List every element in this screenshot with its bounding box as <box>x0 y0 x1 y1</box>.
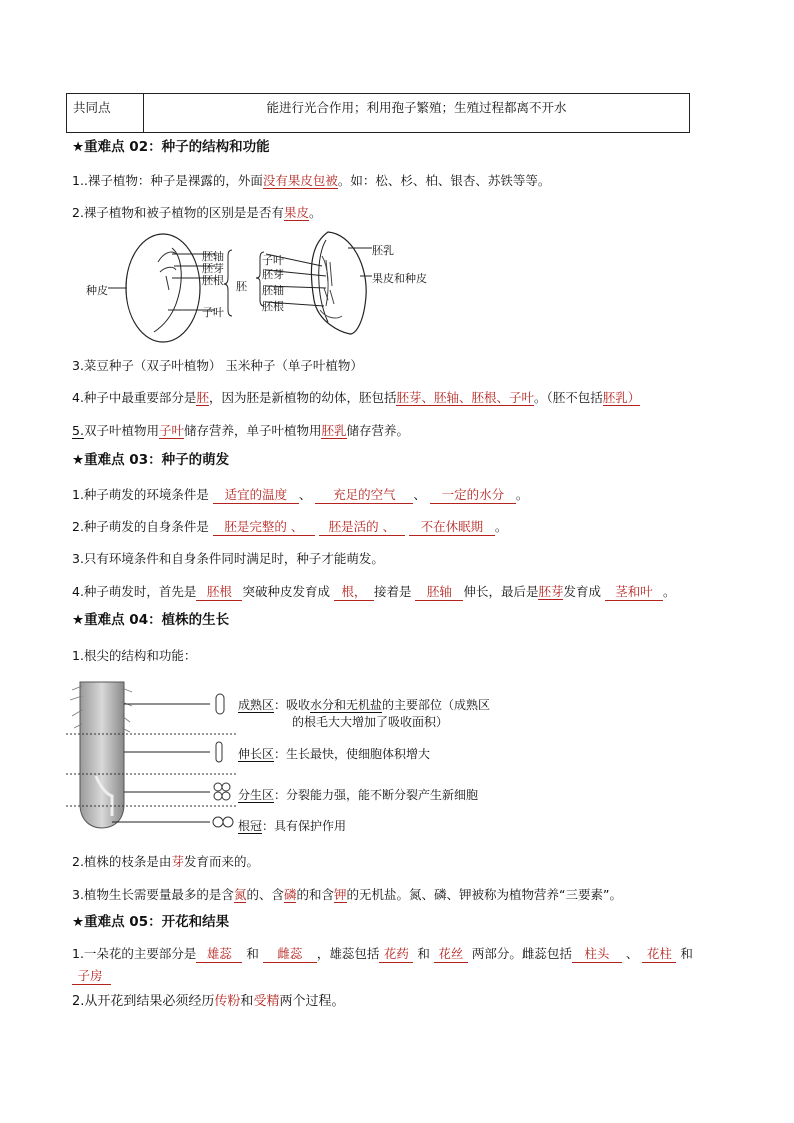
sec05-line-1b <box>72 966 111 985</box>
answer-blank: 花柱 <box>642 944 676 963</box>
root-tip-diagram <box>66 676 236 836</box>
text: 2.从开花到结果必须经历 <box>72 994 215 1009</box>
answer-blank: 胚是活的 、 <box>319 517 405 536</box>
text: 的主要部位（成熟区 <box>382 698 491 712</box>
section-05-heading: ★重难点 05：开花和结果 <box>72 914 230 930</box>
text: 发育而来的。 <box>183 854 259 869</box>
text: 3.植物生长需要量最多的是含 <box>72 887 234 902</box>
answer-blank: 子房 <box>72 966 111 985</box>
text: 、 <box>298 487 312 502</box>
answer-blank: 雌蕊 <box>263 944 317 963</box>
bean-label-pei: 胚 <box>236 280 247 293</box>
text: 伸长，最后是 <box>463 584 539 599</box>
answer: 胚乳 <box>321 423 347 438</box>
text: 4.种子中最重要部分是 <box>72 390 197 405</box>
text: ：分裂能力强，能不断分裂产生新细胞 <box>274 788 479 802</box>
text: ：吸收 <box>274 698 311 712</box>
answer-blank: 一定的水分 <box>430 485 516 504</box>
zone-name: 伸长区 <box>238 747 275 761</box>
text: 。 <box>662 584 676 599</box>
answer: 胚芽、胚轴、胚根、子叶 <box>396 390 534 405</box>
answer-blank: 不在休眠期 <box>409 517 495 536</box>
text: 的、含 <box>246 887 284 902</box>
text: ：生长最快，使细胞体积增大 <box>274 747 431 761</box>
text: 4.种子萌发时，首先是 <box>72 584 197 599</box>
answer-blank: 适宜的温度 <box>213 485 299 504</box>
zone-meristem <box>238 786 478 803</box>
corn-label-ziye: 子叶 <box>262 254 284 267</box>
text: 。 <box>308 205 322 220</box>
answer-blank: 胚轴 <box>415 582 463 601</box>
text: 。 <box>494 519 508 534</box>
sec04-line-2 <box>72 852 259 870</box>
sec03-line-2 <box>72 517 507 536</box>
section-03-heading: ★重难点 03：种子的萌发 <box>72 452 230 468</box>
answer: 氮 <box>233 887 247 902</box>
sec02-line-1 <box>72 171 550 189</box>
answer: 传粉 <box>214 994 241 1009</box>
answer-blank: 胚是完整的 、 <box>213 517 315 536</box>
text: 储存营养，单子叶植物用 <box>183 423 322 438</box>
text: ，雄蕊包括 <box>316 946 380 961</box>
text: 双子叶植物用 <box>83 423 159 438</box>
text: 、 <box>413 487 426 502</box>
text: 两个过程。 <box>279 994 345 1009</box>
sec05-line-2 <box>72 990 344 1009</box>
zone-name: 分生区 <box>238 788 275 802</box>
corn-label-peiya: 胚芽 <box>262 268 284 281</box>
text: 。（胚不包括 <box>533 390 603 405</box>
bean-label-ziye: 子叶 <box>202 306 224 319</box>
answer: 钾 <box>334 887 347 902</box>
answer: 芽 <box>171 854 184 869</box>
corn-label-peigen: 胚根 <box>262 300 284 313</box>
text: 2.种子萌发的自身条件是 <box>72 519 209 534</box>
bean-label-zhongpi: 种皮 <box>86 284 108 297</box>
answer-blank: 雄蕊 <box>196 944 242 963</box>
text: 1..裸子植物：种子是裸露的，外面 <box>72 173 263 188</box>
text: 。 <box>515 487 529 502</box>
text: 发育成 <box>563 584 601 599</box>
section-04-heading: ★重难点 04：植株的生长 <box>72 612 230 628</box>
answer: 果皮 <box>283 205 309 220</box>
bean-label-peiya: 胚芽 <box>202 262 224 275</box>
text: 5. <box>72 423 84 438</box>
text: 、 <box>625 946 639 961</box>
answer: 受精 <box>253 994 280 1009</box>
zone-name: 成熟区 <box>238 698 275 712</box>
answer: 胚 <box>196 390 209 405</box>
corn-label-peiru: 胚乳 <box>372 244 394 257</box>
zone-name: 根冠 <box>238 819 263 833</box>
text: 1.种子萌发的环境条件是 <box>72 487 209 502</box>
sec02-line-3: 3.菜豆种子（双子叶植物） 玉米种子（单子叶植物） <box>72 358 363 373</box>
answer-blank: 花药 <box>379 944 413 963</box>
bean-label-peizhou: 胚轴 <box>202 250 224 263</box>
zone-mature-line-2: 的根毛大大增加了吸收面积） <box>292 715 449 729</box>
table-content-cell: 能进行光合作用；利用孢子繁殖；生殖过程都离不开水 <box>144 94 690 133</box>
text: 和 <box>680 946 693 961</box>
text: 1.一朵花的主要部分是 <box>72 946 197 961</box>
text: 2.裸子植物和被子植物的区别是是否有 <box>72 205 284 220</box>
text: 2.植株的枝条是由 <box>72 854 172 869</box>
text: 的和含 <box>296 887 334 902</box>
sec04-line-1: 1.根尖的结构和功能： <box>72 648 197 663</box>
answer: 磷 <box>283 887 297 902</box>
sec02-line-2 <box>72 203 321 221</box>
text: 和 <box>240 994 254 1009</box>
sec04-line-3 <box>72 885 622 903</box>
sec03-line-3: 3.只有环境条件和自身条件同时满足时，种子才能萌发。 <box>72 551 384 566</box>
answer: 胚乳） <box>602 390 641 405</box>
corn-label-peizhou: 胚轴 <box>262 284 284 297</box>
text: 储存营养。 <box>346 423 410 438</box>
sec03-line-1 <box>72 485 528 504</box>
zone-mature-line-1 <box>238 696 490 713</box>
sec02-line-5 <box>72 421 409 439</box>
zone-root-cap <box>238 817 346 834</box>
answer-blank: 茎和叶 <box>605 582 663 601</box>
bean-label-peigen: 胚根 <box>202 274 224 287</box>
answer: 胚芽 <box>538 584 564 599</box>
comparison-table <box>66 93 690 133</box>
section-02-heading: ★重难点 02：种子的结构和功能 <box>72 139 270 155</box>
text: 的无机盐。氮、磷、钾被称为植物营养“三要素”。 <box>346 887 622 902</box>
text: 突破种皮发育成 <box>242 584 330 599</box>
text: 接着是 <box>373 584 412 599</box>
zone-elongation <box>238 745 430 762</box>
answer: 子叶 <box>158 423 184 438</box>
text: 。如：松、杉、柏、银杏、苏铁等等。 <box>337 173 551 188</box>
answer-blank: 花丝 <box>434 944 468 963</box>
corn-label-guopi: 果皮和种皮 <box>372 272 427 285</box>
sec02-line-4 <box>72 388 640 406</box>
text: ：具有保护作用 <box>262 819 347 833</box>
text: 和 <box>246 946 259 961</box>
answer: 没有果皮包被 <box>262 173 338 188</box>
text: ，因为胚是新植物的幼体，胚包括 <box>208 390 397 405</box>
table-label-cell: 共同点 <box>67 94 144 133</box>
text: 两部分。雌蕊包括 <box>471 946 572 961</box>
sec05-line-1 <box>72 944 693 963</box>
answer-blank: 根， <box>334 582 374 601</box>
answer-blank: 柱头 <box>572 944 622 963</box>
text: 和 <box>417 946 430 961</box>
answer-blank: 胚根 <box>196 582 242 601</box>
text: 水分和无机盐 <box>310 698 383 712</box>
sec03-line-4 <box>72 582 675 601</box>
answer-blank: 充足的空气 <box>315 485 413 504</box>
